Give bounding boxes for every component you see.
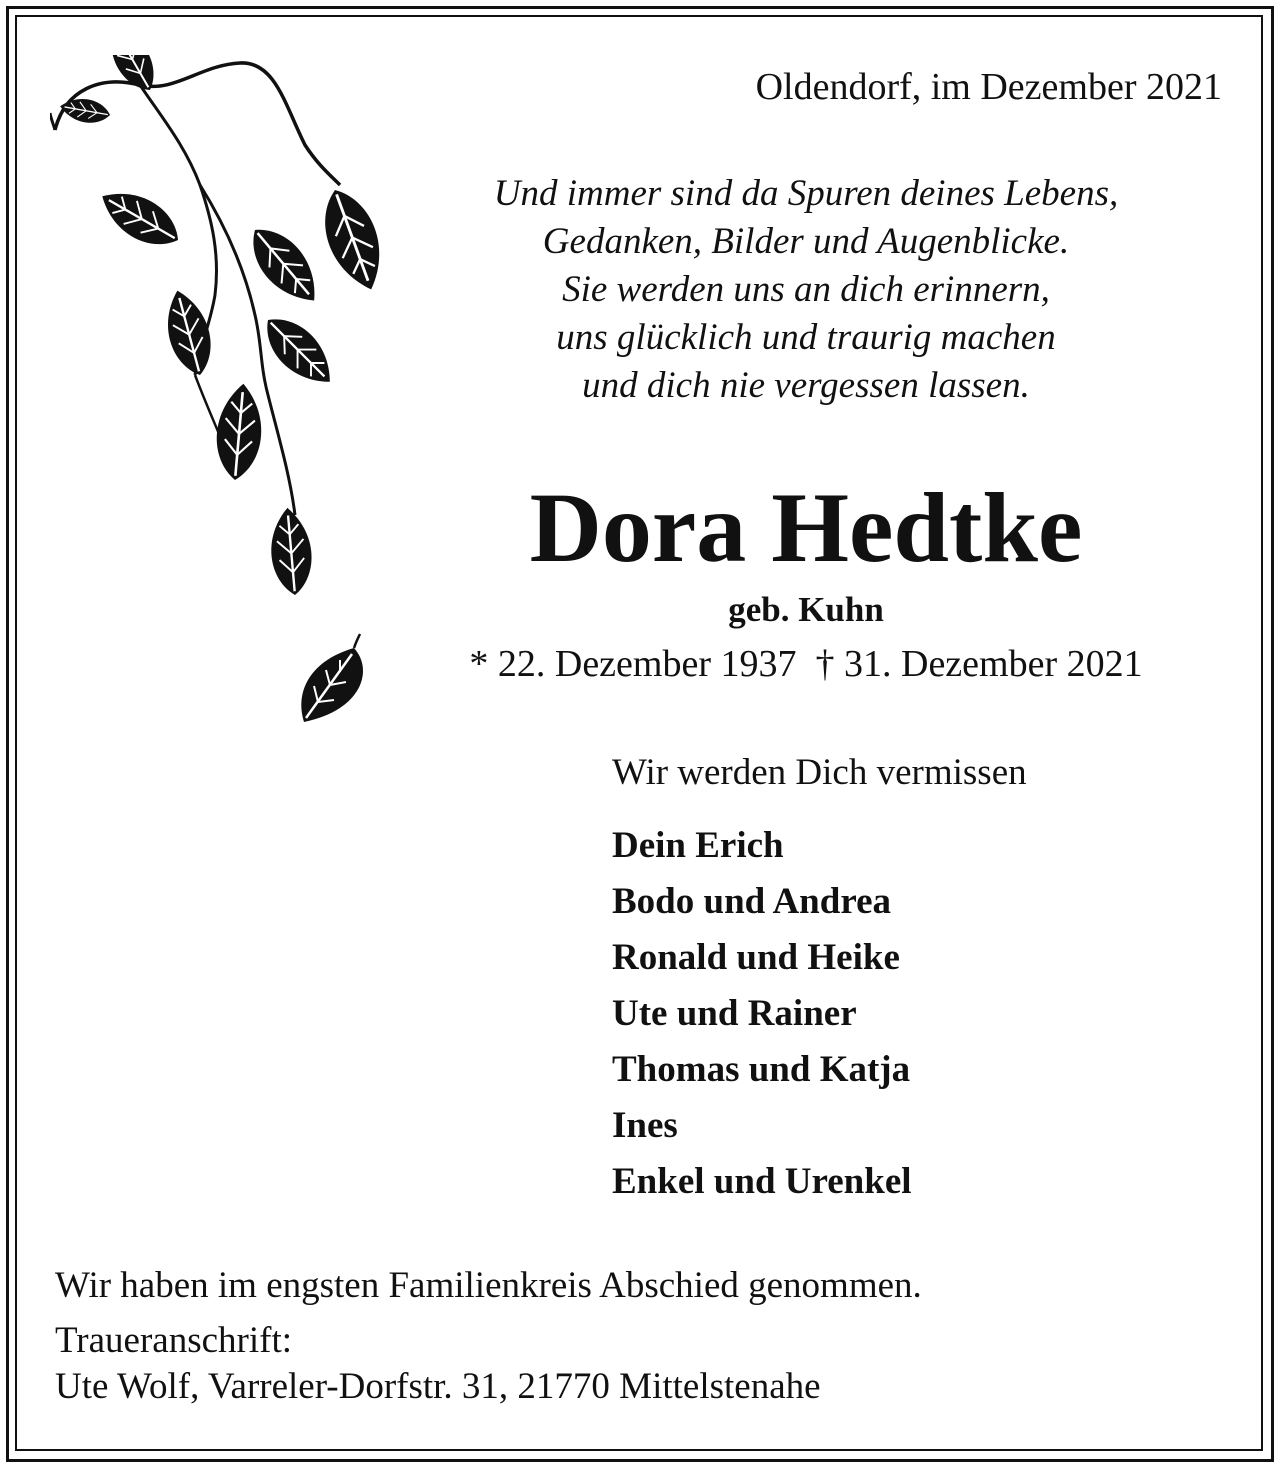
list-item: Ronald und Heike: [612, 937, 900, 978]
verse-line: Sie werden uns an dich erinnern,: [562, 269, 1050, 310]
list-item: Ute und Rainer: [612, 993, 857, 1034]
verse-line: uns glücklich und traurig machen: [556, 317, 1056, 358]
verse-line: Und immer sind da Spuren deines Lebens,: [493, 173, 1119, 214]
list-item: Dein Erich: [612, 825, 784, 866]
mourning-address: Ute Wolf, Varreler-Dorfstr. 31, 21770 Mittelstenahe: [55, 1366, 821, 1407]
death-date: † 31. Dezember 2021: [815, 643, 1143, 685]
falling-leaf-icon: [292, 630, 382, 730]
birch-branch-icon: [50, 55, 380, 635]
verse-line: Gedanken, Bilder und Augenblicke.: [542, 221, 1070, 262]
place-date: Oldendorf, im Dezember 2021: [755, 66, 1222, 108]
maiden-name: geb. Kuhn: [728, 590, 884, 629]
list-item: Ines: [612, 1105, 678, 1146]
verse-line: und dich nie vergessen lassen.: [582, 365, 1030, 406]
list-item: Thomas und Katja: [612, 1049, 911, 1090]
mourners-intro: Wir werden Dich vermissen: [612, 752, 1027, 793]
list-item: Bodo und Andrea: [612, 881, 891, 922]
mourners-list: [612, 818, 912, 1210]
farewell-note: Wir haben im engsten Familienkreis Abschied genommen.: [55, 1265, 922, 1306]
birth-date: * 22. Dezember 1937: [469, 643, 797, 685]
deceased-name: Dora Hedtke: [529, 472, 1083, 583]
memorial-verse: [400, 170, 1212, 410]
address-label: Traueranschrift:: [55, 1320, 293, 1361]
life-dates: [390, 640, 1222, 688]
list-item: Enkel und Urenkel: [612, 1161, 912, 1202]
